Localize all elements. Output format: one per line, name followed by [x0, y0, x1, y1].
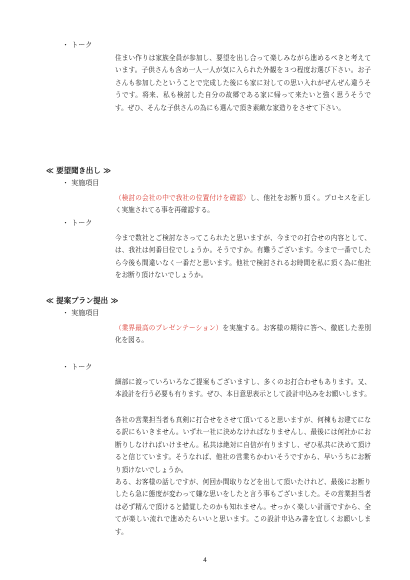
talk-paragraph-3: ある、お客様の話しですが、何回か間取りなどを出して頂いたけれど、最後にお断りしたら急に態度が変わって嫌な思いをしたと言う事もございました。その営業担当者は必ず精んで頂けると錯覚したのかも知れません。せっかく楽しい計画ですから、全てが楽しい流れで進めたらいいと思います。この設計申込み書を宜しくお願いします。: [115, 478, 371, 536]
talk-label: ・ トーク: [62, 363, 93, 371]
talk-paragraph-1: 細部に渡っていろいろなご提案もございますし、多くのお打合わせもあります。又、本設計を行う必要も有ります。ぜひ、本日意思表示として設計申込みをお願いします。: [115, 378, 371, 399]
talk-label: ・ トーク: [62, 219, 93, 227]
section-heading-requirements: ≪ 要望聞き出し ≫: [46, 166, 111, 175]
page-number: 4: [203, 557, 207, 564]
item-paragraph: [115, 192, 371, 217]
talk-label: ・ トーク: [62, 41, 93, 49]
highlight-text: （業界最高のプレゼンテーション）: [115, 324, 223, 332]
section-heading-proposal: ≪ 提案プラン提出 ≫: [46, 296, 119, 305]
item-label: ・ 実施項目: [62, 179, 100, 187]
talk-paragraph-2: 各社の営業担当者も真剣に打合せをさせて頂いてると思いますが、何棟もお建てになる訳にもいきません。いずれ一社に決めなければなりませんし、最後には何社かにお断りしなければいけません。私共は絶対に自信が有りますし、ぜひ私共に決めて頂けると信じています。そうなれば、他社の営業ちかわいそうですから、早いうちにお断り頂けないでしょうか。: [115, 416, 371, 474]
talk-paragraph: 住まい作りは家族全員が参加し、要望を出し合って楽しみながら進めるべきと考えています。子供さんも含め一人一人が気に入られた外観を３つ程度お選び下さい。お子さんも参加したということで完成した後にも家に対しての思い入れがぜんぜん違うそうです。将来、私も検討した自分の故郷である家に帰って来たいと強く思うそうです。ぜひ、そんな子供さんの為にも選んで頂き素敵な家造りをさせて下さい。: [115, 54, 371, 112]
highlight-text: （検討の会社の中で我社の位置付けを確認）: [115, 194, 250, 202]
item-text: し、他社をお断り頂く。プロセスを正しく実施されてる事を再確認する。: [115, 194, 372, 215]
item-text: を実施する。お客様の期待に答へ、徹底した差別化を図る。: [115, 324, 371, 345]
item-paragraph: [115, 322, 371, 347]
talk-paragraph: 今まで数社とご検討なさってこられたと思いますが、今までの打合せの内容として、は、我社は何番目位でしょうか。そうですか。有難うございます。今まで一番でしたら今後も間違いなく一番だと思います。他社で検討されるお時間を私に頂く為に他社をお断り頂けないでしょうか。: [115, 234, 371, 280]
item-label: ・ 実施項目: [62, 309, 100, 317]
